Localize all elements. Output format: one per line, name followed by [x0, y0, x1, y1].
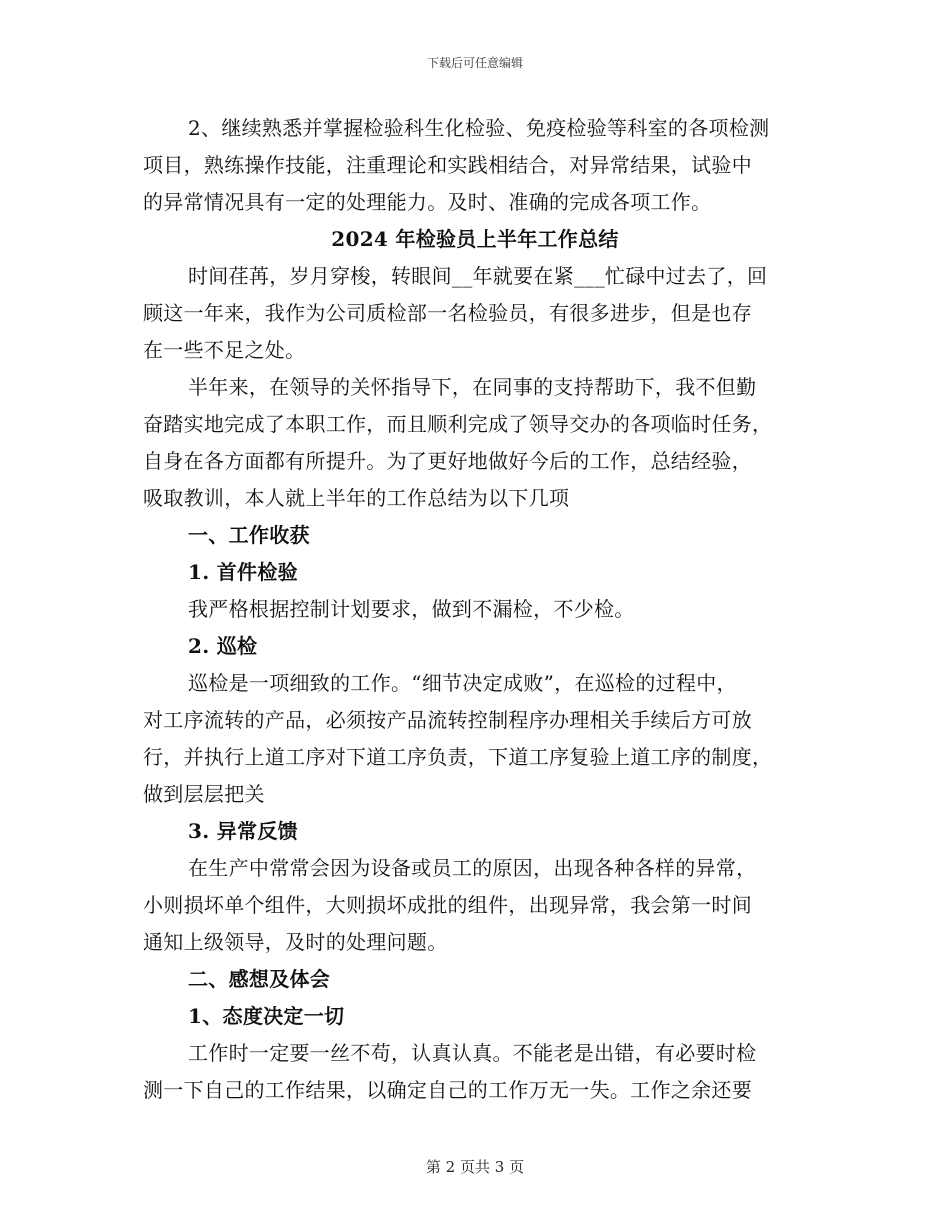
subheading-abnormal-feedback: 3. 异常反馈	[188, 819, 298, 843]
text-line: 在一些不足之处。	[143, 338, 306, 362]
text-line: 对工序流转的产品，必须按产品流转控制程序办理相关手续后方可放	[143, 708, 752, 732]
text-line: 巡检是一项细致的工作。“细节决定成败”，在巡检的过程中，	[188, 671, 737, 695]
text-line: 吸取教训，本人就上半年的工作总结为以下几项	[143, 486, 570, 510]
subheading-first-inspection: 1. 首件检验	[188, 560, 298, 584]
text-line: 行，并执行上道工序对下道工序负责，下道工序复验上道工序的制度，	[143, 745, 773, 769]
page-footer: 第 2 页共 3 页	[425, 1158, 525, 1176]
text-line: 项目，熟练操作技能，注重理论和实践相结合，对异常结果，试验中	[143, 153, 752, 177]
paragraph-intro	[143, 258, 807, 369]
paragraph-half-year	[143, 369, 807, 517]
subheading-patrol-inspection: 2. 巡检	[188, 634, 258, 658]
paragraph-abnormal-feedback	[143, 850, 807, 961]
document-title: 2024 年检验员上半年工作总结	[331, 227, 619, 251]
paragraph-continued-item-2	[143, 110, 807, 221]
page-header: 下载后可任意编辑	[426, 56, 523, 70]
text-line: 半年来，在领导的关怀指导下，在同事的支持帮助下，我不但勤	[188, 375, 757, 399]
subheading-attitude: 1、态度决定一切	[188, 1004, 345, 1028]
text-line: 时间荏苒，岁月穿梭，转眼间__年就要在紧___忙碌中过去了，回	[188, 264, 768, 288]
text-line: 测一下自己的工作结果，以确定自己的工作万无一失。工作之余还要	[143, 1078, 752, 1102]
text-line: 工作时一定要一丝不苟，认真认真。不能老是出错，有必要时检	[188, 1041, 757, 1065]
document-body	[143, 110, 807, 1109]
section-heading-work-gains: 一、工作收获	[188, 523, 310, 547]
text-line: 的异常情况具有一定的处理能力。及时、准确的完成各项工作。	[143, 190, 712, 214]
paragraph-patrol-inspection	[143, 665, 807, 813]
text-line: 顾这一年来，我作为公司质检部一名检验员，有很多进步，但是也存	[143, 301, 752, 325]
text-line: 小则损坏单个组件，大则损坏成批的组件，出现异常，我会第一时间	[143, 893, 752, 917]
paragraph-first-inspection: 我严格根据控制计划要求，做到不漏检，不少检。	[188, 597, 635, 621]
text-line: 自身在各方面都有所提升。为了更好地做好今后的工作，总结经验，	[143, 449, 752, 473]
text-line: 奋踏实地完成了本职工作，而且顺利完成了领导交办的各项临时任务，	[143, 412, 773, 436]
text-line: 在生产中常常会因为设备或员工的原因，出现各种各样的异常，	[188, 856, 757, 880]
paragraph-attitude	[143, 1035, 807, 1109]
text-line: 2、继续熟悉并掌握检验科生化检验、免疫检验等科室的各项检测	[188, 116, 770, 140]
text-line: 做到层层把关	[143, 782, 265, 806]
text-line: 通知上级领导，及时的处理问题。	[143, 930, 448, 954]
section-heading-reflections: 二、感想及体会	[188, 967, 331, 991]
